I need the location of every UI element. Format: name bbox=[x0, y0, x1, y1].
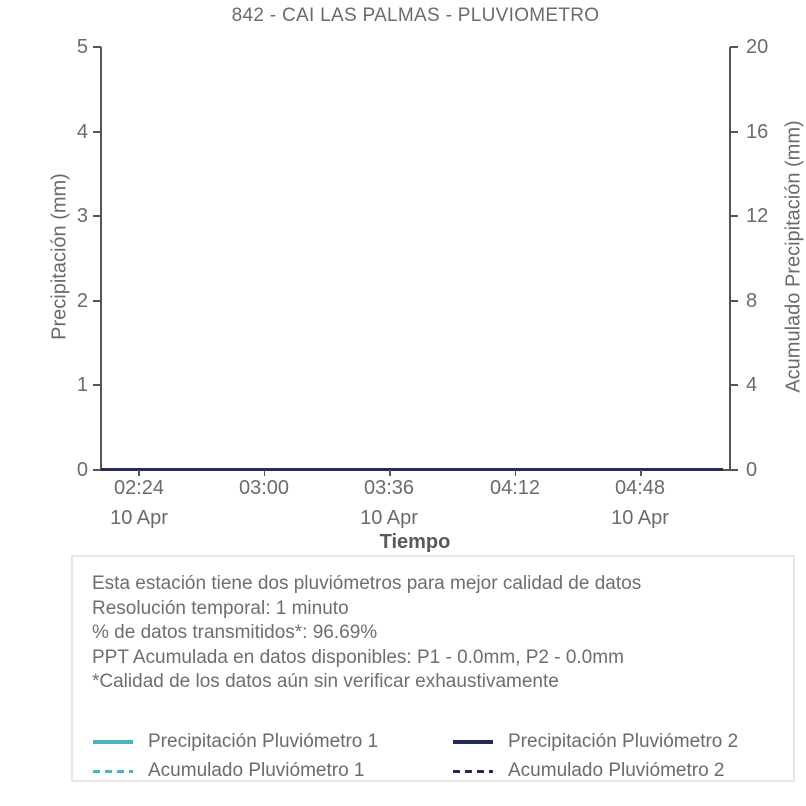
legend-item-precipitacion-1[interactable] bbox=[93, 729, 378, 755]
legend-label: Precipitación Pluviómetro 1 bbox=[148, 731, 379, 752]
y-tick bbox=[730, 300, 738, 302]
y-tick-label: 5 bbox=[76, 36, 88, 58]
legend-label: Acumulado Pluviómetro 1 bbox=[148, 760, 365, 781]
plot-area[interactable] bbox=[101, 47, 730, 470]
y-tick bbox=[730, 384, 738, 386]
y-tick-label: 4 bbox=[76, 121, 88, 143]
x-tick bbox=[138, 470, 140, 476]
legend-label: Acumulado Pluviómetro 2 bbox=[508, 760, 725, 781]
y-tick bbox=[730, 131, 738, 133]
chart-title: 842 - CAI LAS PALMAS - PLUVIOMETRO bbox=[231, 5, 600, 26]
y-tick-label: 0 bbox=[746, 459, 758, 481]
y-tick bbox=[730, 46, 738, 48]
info-line-station: Esta estación tiene dos pluviómetros para mejor calidad de datos bbox=[92, 573, 642, 594]
solid-line-swatch-teal bbox=[93, 740, 133, 744]
y-tick bbox=[93, 215, 101, 217]
y-axis-left-spine bbox=[100, 47, 102, 470]
y-tick-label: 16 bbox=[746, 121, 769, 143]
info-line-accumulated: PPT Acumulada en datos disponibles: P1 - 0.0mm, P2 - 0.0mm bbox=[92, 646, 624, 668]
y-axis-left-title: Precipitación (mm) bbox=[48, 173, 71, 340]
legend-label: Precipitación Pluviómetro 2 bbox=[508, 731, 739, 752]
legend-item-acumulado-1[interactable] bbox=[93, 758, 365, 784]
x-tick-label: 04:48 bbox=[614, 477, 666, 499]
legend-item-acumulado-2[interactable] bbox=[453, 758, 725, 784]
y-tick bbox=[93, 300, 101, 302]
dashed-line-swatch-navy bbox=[453, 770, 493, 773]
x-tick bbox=[640, 470, 642, 476]
y-tick bbox=[93, 384, 101, 386]
y-tick-label: 8 bbox=[746, 290, 758, 312]
dashed-line-swatch-teal bbox=[93, 770, 133, 773]
x-date-label: 10 Apr bbox=[110, 507, 168, 529]
info-text bbox=[92, 572, 641, 695]
x-date-label: 10 Apr bbox=[360, 507, 418, 529]
solid-line-swatch-navy bbox=[453, 740, 493, 744]
y-tick bbox=[93, 46, 101, 48]
series-line-pluviometro-2 bbox=[101, 468, 723, 471]
x-tick bbox=[389, 470, 391, 476]
x-tick-label: 03:36 bbox=[363, 477, 415, 499]
y-tick bbox=[93, 469, 101, 471]
y-tick-label: 1 bbox=[76, 374, 88, 396]
x-tick bbox=[515, 470, 517, 476]
info-line-transmitted: % de datos transmitidos*: 96.69% bbox=[92, 622, 378, 643]
x-tick-label: 04:12 bbox=[489, 477, 541, 499]
y-tick bbox=[730, 469, 738, 471]
info-line-quality: *Calidad de los datos aún sin verificar exhaustivamente bbox=[92, 671, 559, 692]
legend-item-precipitacion-2[interactable] bbox=[453, 729, 738, 755]
y-tick bbox=[730, 215, 738, 217]
y-tick-label: 12 bbox=[746, 205, 769, 227]
x-tick bbox=[264, 470, 266, 476]
y-tick-label: 3 bbox=[76, 205, 88, 227]
y-tick-label: 0 bbox=[76, 459, 88, 481]
x-tick-label: 03:00 bbox=[238, 477, 290, 499]
y-axis-right-spine bbox=[729, 47, 731, 470]
y-tick-label: 20 bbox=[746, 36, 769, 58]
x-axis-title: Tiempo bbox=[379, 531, 451, 553]
x-tick-label: 02:24 bbox=[113, 477, 165, 499]
y-tick-label: 2 bbox=[76, 290, 88, 312]
x-date-label: 10 Apr bbox=[611, 507, 669, 529]
y-axis-right-title: Acumulado Precipitación (mm) bbox=[782, 120, 805, 393]
info-line-resolution: Resolución temporal: 1 minuto bbox=[92, 597, 349, 619]
y-tick bbox=[93, 131, 101, 133]
y-tick-label: 4 bbox=[746, 374, 758, 396]
